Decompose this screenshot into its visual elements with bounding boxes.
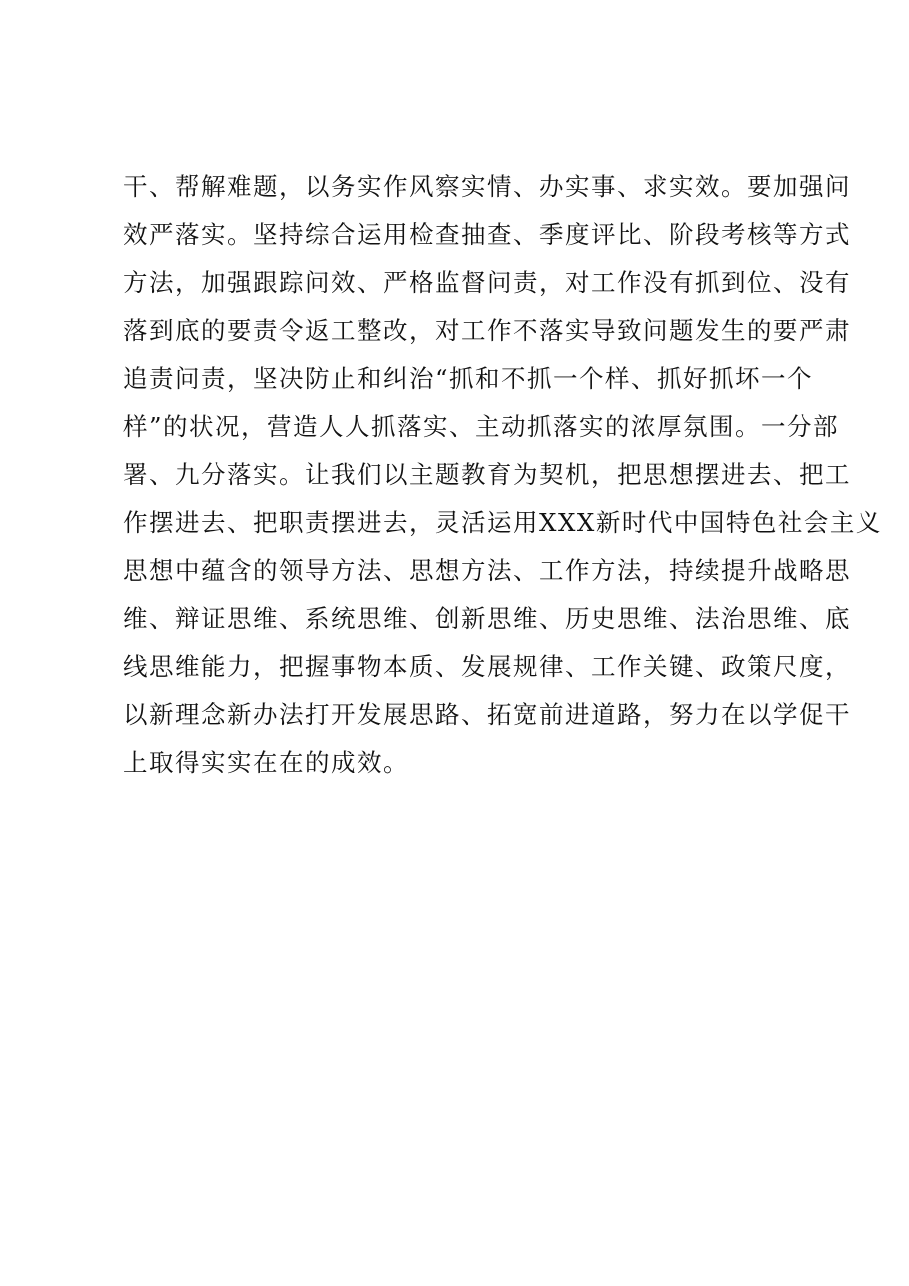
paragraph-line: 上取得实实在在的成效。 — [123, 748, 409, 777]
paragraph-line: 署、九分落实。让我们以主题教育为契机，把思想摆进去、把工 — [123, 460, 851, 489]
body-paragraph — [123, 163, 882, 787]
paragraph-line: 干、帮解难题，以务实作风察实情、办实事、求实效。要加强问 — [123, 172, 851, 201]
paragraph-line: 思想中蕴含的领导方法、思想方法、工作方法，持续提升战略思 — [123, 556, 851, 585]
paragraph-line: 线思维能力，把握事物本质、发展规律、工作关键、政策尺度， — [123, 652, 851, 681]
paragraph-line: 作摆进去、把职责摆进去，灵活运用XXX新时代中国特色社会主义 — [123, 508, 882, 537]
paragraph-line: 维、辩证思维、系统思维、创新思维、历史思维、法治思维、底 — [123, 604, 851, 633]
paragraph-line: 方法，加强跟踪问效、严格监督问责，对工作没有抓到位、没有 — [123, 268, 851, 297]
paragraph-line: 以新理念新办法打开发展思路、拓宽前进道路，努力在以学促干 — [123, 700, 851, 729]
paragraph-line: 样”的状况，营造人人抓落实、主动抓落实的浓厚氛围。一分部 — [123, 412, 840, 441]
paragraph-line: 追责问责，坚决防止和纠治“抓和不抓一个样、抓好抓坏一个 — [123, 364, 814, 393]
paragraph-line: 落到底的要责令返工整改，对工作不落实导致问题发生的要严肃 — [123, 316, 851, 345]
paragraph-line: 效严落实。坚持综合运用检查抽查、季度评比、阶段考核等方式 — [123, 220, 851, 249]
